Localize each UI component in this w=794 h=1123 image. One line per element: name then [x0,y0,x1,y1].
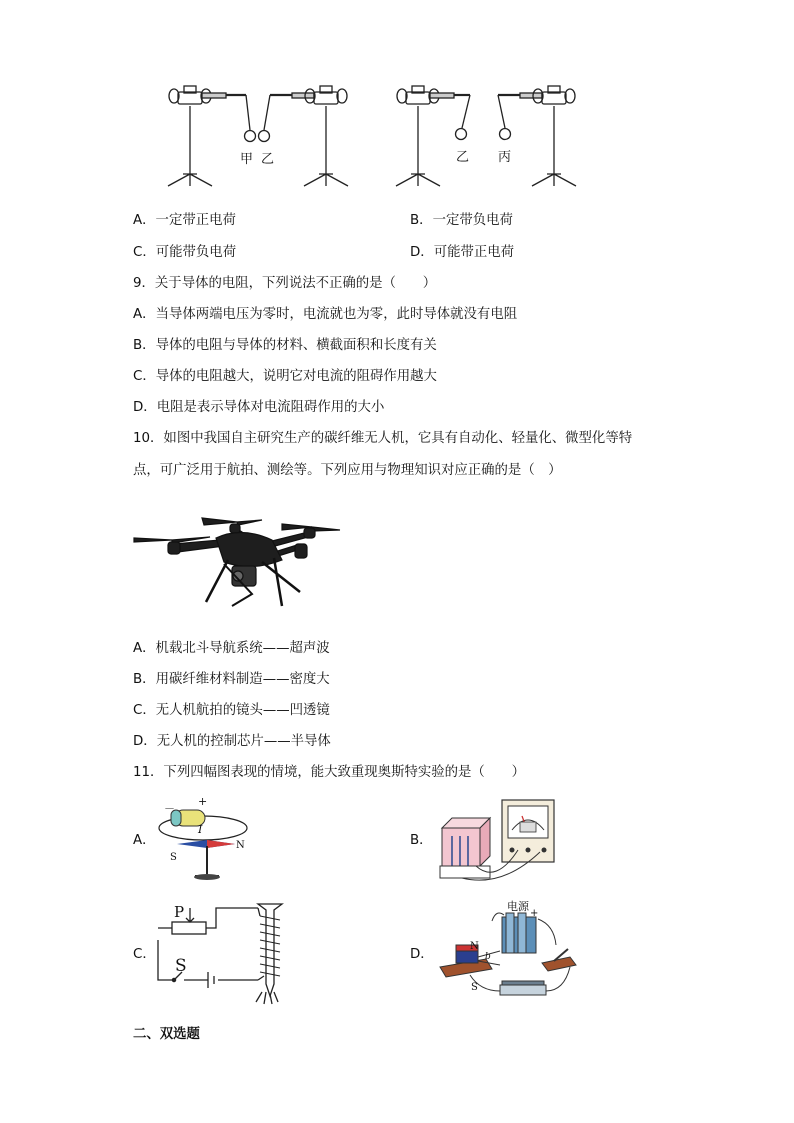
q8-option-a: A．一定带正电荷 [133,213,236,228]
q8-option-c: C．可能带负电荷 [133,245,237,260]
fig-c-slider-p: P [174,903,185,921]
fig-d-b: b [485,952,491,962]
q11-option-d: D． [410,947,434,962]
q8-option-d: D．可能带正电荷 [410,245,515,260]
q10-option-d: D．无人机的控制芯片——半导体 [133,734,331,749]
ball-yi-2 [456,129,467,140]
q10-option-b: B．用碳纤维材料制造——密度大 [133,672,330,687]
q11-stem: 11．下列四幅图表现的情境，能大致重现奥斯特实验的是（ ） [133,765,525,780]
insulated-stand-1 [168,86,250,186]
fig-d-power-label: 电源 [507,900,529,913]
q9-option-d: D．电阻是表示导体对电流阻碍作用的大小 [133,400,385,415]
q11-option-a: A． [133,833,156,848]
fig-a-minus: － [164,802,175,815]
fig-d-north: N [470,941,479,952]
q9-option-a: A．当导体两端电压为零时，电流就也为零，此时导体就没有电阻 [133,307,518,322]
figure-c-electromagnet [150,900,290,1005]
label-yi-1: 乙 [261,152,275,167]
q9-option-b: B．导体的电阻与导体的材料、横截面积和长度有关 [133,338,437,353]
fig-a-current: I [198,823,203,836]
fig-a-south: S [170,852,177,863]
q11-option-c: C． [133,947,156,962]
q8-option-b: B．一定带负电荷 [410,213,513,228]
ball-yi-1 [259,131,270,142]
label-jia: 甲 [240,152,254,167]
q10-stem-line1: 10．如图中我国自主研究生产的碳纤维无人机，它具有自动化、轻量化、微型化等特 [133,431,633,446]
section-2-title: 二、双选题 [133,1027,200,1042]
q10-option-c: C．无人机航拍的镜头——凹透镜 [133,703,330,718]
figure-b-induction [432,796,562,888]
q10-stem-line2: 点，可广泛用于航拍、测绘等。下列应用与物理知识对应正确的是（ ） [133,463,562,478]
q9-stem: 9．关于导体的电阻，下列说法不正确的是（ ） [133,276,437,291]
figure-d-motor [430,905,580,1005]
fig-a-plus: + [198,795,208,808]
fig-d-plus: + [530,908,539,919]
q10-option-a: A．机载北斗导航系统——超声波 [133,641,330,656]
fig-a-north: N [236,840,245,851]
label-yi-2: 乙 [456,150,470,165]
insulated-stand-2 [264,86,348,186]
q9-option-c: C．导体的电阻越大，说明它对电流的阻碍作用越大 [133,369,437,384]
ball-bing [500,129,511,140]
fig-d-south: S [471,982,478,993]
electroscope-figure [150,82,590,192]
ball-jia [245,131,256,142]
q11-option-b: B． [410,833,433,848]
label-bing: 丙 [498,150,512,165]
insulated-stand-3 [396,86,470,186]
fig-c-switch-s: S [175,956,187,976]
drone-image [132,510,342,620]
